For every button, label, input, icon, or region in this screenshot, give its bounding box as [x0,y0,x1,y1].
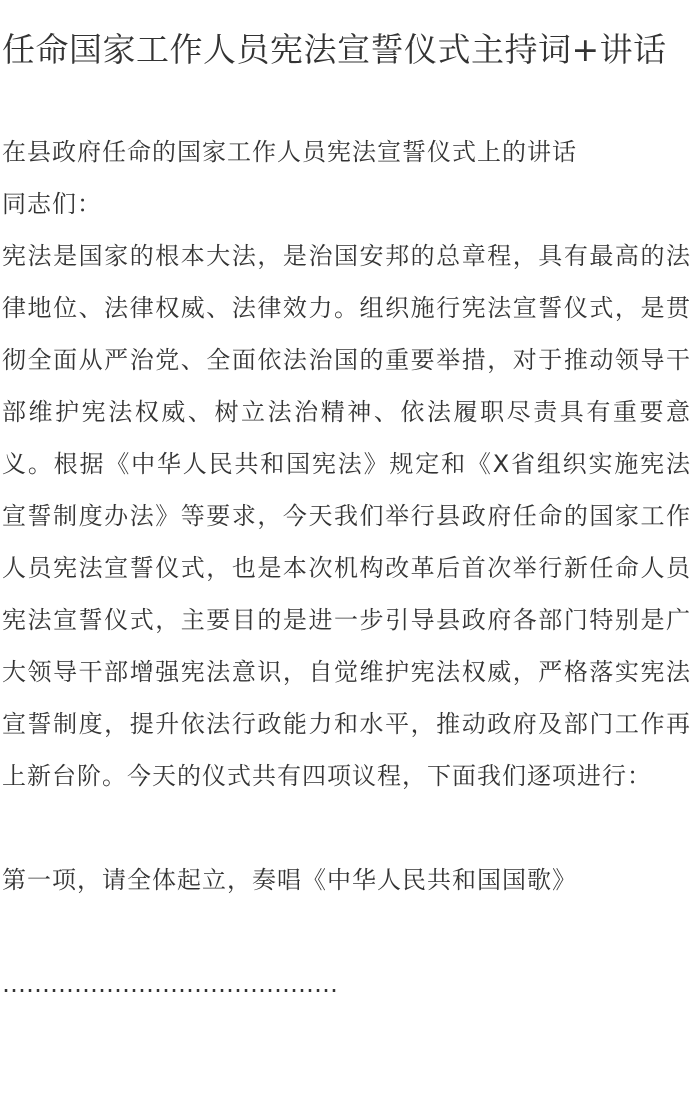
agenda-item-1: 第一项，请全体起立，奏唱《中华人民共和国国歌》 [2,866,577,894]
salutation: 同志们： [2,190,102,218]
speech-subtitle: 在县政府任命的国家工作人员宪法宣誓仪式上的讲话 [2,138,577,166]
ellipsis-line: …………………………………… [2,970,338,998]
article-title: 任命国家工作人员宪法宣誓仪式主持词+讲话 [2,30,667,69]
body-paragraph: 宪法是国家的根本大法，是治国安邦的总章程，具有最高的法律地位、法律权威、法律效力。组织施行宪法宣誓仪式，是贯彻全面从严治党、全面依法治国的重要举措，对于推动领导干部维护宪法权威、树立法治精神、依法履职尽责具有重要意义。根据《中华人民共和国宪法》规定和《X省组织实施宪法宣誓制度办法》等要求，今天我们举行县政府任命的国家工作人员宪法宣誓仪式，也是本次机构改革后首次举行新任命人员宪法宣誓仪式，主要目的是进一步引导县政府各部门特别是广大领导干部增强宪法意识，自觉维护宪法权威，严格落实宪法宣誓制度，提升依法行政能力和水平，推动政府及部门工作再上新台阶。今天的仪式共有四项议程，下面我们逐项进行： [2,242,691,790]
